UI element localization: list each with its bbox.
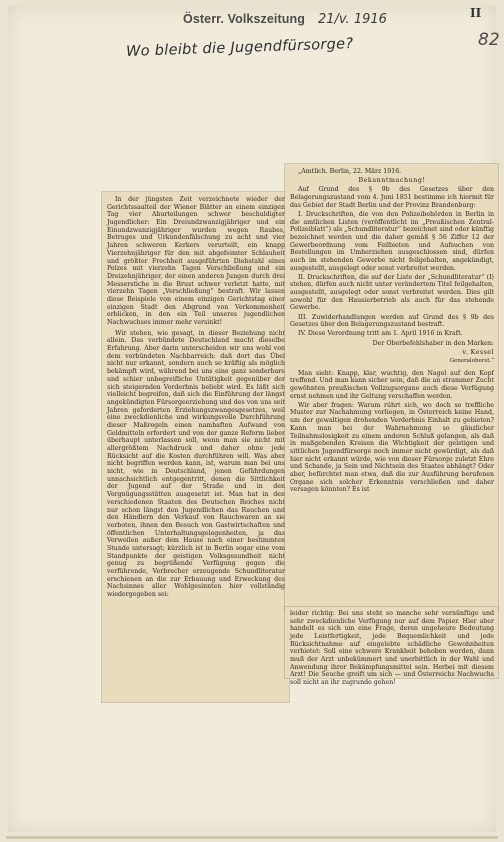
sheet-edge: [6, 836, 498, 839]
handwritten-date: 21/v. 1916: [318, 12, 387, 27]
clipping-right-decree: [285, 164, 498, 610]
source-stamp: Österr. Volkszeitung: [183, 12, 305, 26]
decree-paragraph-5: IV. Diese Verordnung tritt am 1. April 1916 in Kraft.: [298, 330, 463, 338]
decree-signer-name: v. Kessel: [462, 348, 494, 356]
left-paragraph-1: In der jüngsten Zeit verzeichnete wieder der Gerichtssaalteil der Wiener Blätter an einem einzigen Tag vier Aburteilungen schwer beschuldigter Jugendlicher: Ein Dreiundzwanzigjähriger und ein Einundzwanzigjähriger wurden wegen Raubes, Betruges und Urkundenfälschung zu acht und vier Jahren schweren Kerkers verurteilt, ein knapp Vierzehnjähriger für den mit abgefeimter Schlauheit und größter Frechheit ausgeführten Diebstahl eines Pelzes mit vierzehn Tagen Verschließung und ein Dreizehnjähriger, der einen anderen Jungen durch drei Messerstiche in die Brust schwer verletzt hatte, mit vierzehn Tagen „Verschließung“ bestraft. Wir lassen diese Beispiele von einem einzigen Gerichtstag einer einzigen Stadt den Abgrund von Verkommenheit erblicken, in den ein Teil unseres jugendlichen Nachwuchses immer mehr versinkt!: [107, 196, 285, 326]
left-paragraph-2: Wir stehen, wie gesagt, in dieser Beziehung nicht allein. Das verbündete Deutschland macht dieselbe Erfahrung. Aber darin unterscheiden wir uns wohl von dem verbündeten Nachbarreich: daß dort das Übel nicht nur erkannt, sondern auch so kräftig als möglich bekämpft wird, während bei uns eine ganz sonderbare und schier unbegreifliche Untätigkeit gegenüber der sich steigernden Verderbnis beliebt wird. Es läßt sich vielleicht begreifen, daß sich die Einführung der längst angekündigten Fürsorgeerziehung und des von uns seit Jahren geforderten Erziehungszwangesgesetzes, weil eine zweckdienliche und wirkungsvolle Durchführung dieser Maßregeln einen namhaften Aufwand von Geldmitteln erfordert und von der ganze Reform lieber überhaupt unterlassen soll, wenn man sie nicht mit allergrößtem Nachdruck und daher ohne jede Rücksicht auf die Kosten durchführen will. Was aber nicht begriffen werden kann, ist, warum man bei uns nicht, wie in Deutschland, jenen Gefährdungen unnachsichtlich entgegentritt, denen die Sittlichkeit der Jugend auf der Straße und in den Vergnügungsstätten ausgesetzt ist. Man hat in den verschiedenen Staaten des Deutschen Reiches nicht nur schon längst den Jugendlichen das Rauchen und den Händlern den Verkauf von Rauchwaren an sie verboten, ihnen den Besuch von Gastwirtschaften und öffentlichen Unterhaltungsgelegenheiten, ja das Verweilen außer dem Hause nach einer bestimmten Stunde untersagt; kürzlich ist in Berlin sogar eine vom Standpunkte der geistigen Volksgesundheit nicht genug zu begrüßende Verfügung gegen die verführende, Verbrecher erzeugende Schundliteratur erschienen an die zur Erbauung und Erweckung des Nachsinnes aller Wohlgesinnten hier vollständig wiedergegeben sei:: [107, 329, 285, 599]
decree-title: Bekanntmachung!: [358, 177, 426, 185]
commentary-paragraph-2: Wir aber fragen: Warum rührt sich, wo doch so treffliche Muster zur Nachahmung vorliegen, in Österreich keine Hand, um der gewaltigen drohenden Verderbnis Einhalt zu gebieten? Kann man bei der Wahrnehmung so gänzlicher Teilnahmslosigkeit zu einem anderen Schluß gelangen, als daß in maßgebenden Kreisen die Wichtigkeit der geistigen und sittlichen Jugendfürsorge noch immer nicht gewürdigt, als daß hier nicht erkannt würde, wie von dieser Fürsorge zuletzt Ehre und Schande, ja Sein und Nichtsein des Staates abhängt? Oder aber, befürchtet man etwa, daß die zur Ausführung berufenen Organe sich solcher Erkenntnis verschließen und daher versagen könnten? Es ist: [290, 401, 494, 494]
clipping-left-article: [102, 192, 289, 702]
decree-signer-role: Generaloberst.“: [449, 357, 494, 364]
decree-paragraph-2: I. Druckschriften, die von den Polizeibehörden in Berlin in die amtlichen Listen (veröffentlicht im „Preußischen Zentral-Polizeiblatt“) als „Schundliteratur“ bezeichnet sind oder künftig bezeichnet werden und die daher gemäß § 56 Ziffer 12 der Gewerbeordnung vom Feilbieten und Aufsuchen von Bestellungen im Umherziehen ausgeschlossen sind, dürfen auch im stehenden Gewerbe nicht feilgehalten, angekündigt, ausgestellt, ausgelegt oder sonst verbreitet werden.: [290, 210, 494, 272]
decree-signer-line: Der Oberbefehlshaber in den Marken:: [372, 339, 494, 347]
decree-paragraph-4: III. Zuwiderhandlungen werden auf Grund des § 9b des Gesetzes über den Belagerungszustand bestraft.: [290, 313, 494, 329]
decree-paragraph-1: Auf Grund des § 9b des Gesetzes über den Belagerungszustand vom 4. Juni 1851 bestimme ich hiermit für das Gebiet der Stadt Berlin und der Provinz Brandenburg:: [290, 186, 494, 209]
folio-mark: 82: [478, 30, 500, 50]
commentary-paragraph-1: Man sieht: Knapp, klar, wuchtig, den Nagel auf den Kopf treffend. Und man kann sicher sein, daß die an strammer Zucht gewöhnten preußischen Vollzugsorgane auch diese Verfügung ernst nehmen und ihr Geltung verschaffen werden.: [290, 369, 494, 400]
continuation-text: leider richtig: Bei uns steht so manche sehr vernünftige und sehr zweckdienliche Verfügung nur auf dem Papier. Hier aber handelt es sich um eine Frage, deren ungeheure Bedeutung jede Leistfertigkeit, jede Bequemlichkeit und jede Rücksichtnahme auf eingelebte schädliche Gewohnheiten verbietet: Soll eine schwere Krankheit behoben werden, dann muß der Arzt unbekümmert und unerbittlich in der Wahl und Anwendung ihrer Bekämpfungsmittel sein. Herbei mit diesem Arzt! Die Seuche greift um sich — und Österreichs Nachwuchs soll nicht an ihr zugrunde gehen!: [290, 610, 494, 687]
decree-paragraph-3: II. Druckschriften, die auf der Liste der „Schundliteratur“ (I) stehen, dürfen auch nicht unter verändertem Titel feilgehalten, ausgestellt, ausgelegt oder sonst verbreitet werden. Dies gilt sowohl für den Hausierbetrieb als auch für das stehende Gewerbe.: [290, 273, 494, 312]
handwritten-note: Wo bleibt die Jugendfürsorge?: [125, 36, 354, 60]
decree-dateline: „Amtlich. Berlin, 22. März 1916.: [298, 168, 402, 175]
clipping-right-continuation: [285, 607, 498, 687]
folio-number: II: [470, 6, 482, 20]
